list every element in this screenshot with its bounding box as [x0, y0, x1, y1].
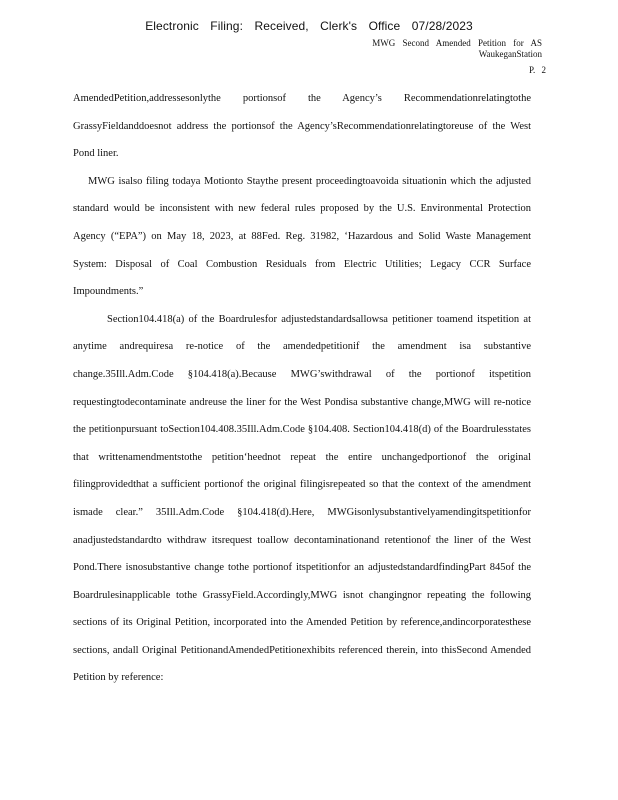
- electronic-filing-stamp: Electronic Filing: Received, Clerk's Office 07/28/2023: [145, 19, 473, 33]
- running-header-title: MWG Second Amended Petition for AS: [372, 38, 542, 48]
- running-header-station: WaukeganStation: [478, 49, 542, 59]
- page-number: P. 2: [528, 65, 546, 75]
- paragraph-continuation: AmendedPetition,addressesonlythe portionsof the Agency’s Recommendationrelatingtothe GrassyFieldanddoesnot address the portionsof the Agency’sRecommendationrelatingtoreuse of the West Pond liner.: [73, 93, 531, 160]
- document-body: [73, 85, 531, 692]
- paragraph-amendment-rules: Section104.418(a) of the Boardrulesfor adjustedstandardsallowsa petitioner toamend itspetition at anytime andrequiresa re-notice of the amendedpetitionif the amendment isa substantive change.35Ill.Adm.Code §104.418(a).Because MWG’swithdrawal of the portionof itspetition requestingtodecontaminate andreuse the liner for the West Pondisa substantive change,MWG will re-notice the petitionpursuant toSection104.408.35Ill.Adm.Code §104.408. Section104.418(d) of the Boardrulesstates that writtenamendmentstothe petition‘heednot repeat the entire unchangedportionof the original filingprovidedthat a sufficient portionof the original filingisrepeated so that the context of the amendment ismade clear.” 35Ill.Adm.Code §104.418(d).Here, MWGisonlysubstantivelyamendingitspetitionfor anadjustedstandardto withdraw itsrequest toallow decontaminationand retentionof the liner of the West Pond.There isnosubstantive change tothe portionof itspetitionfor an adjustedstandardfindingPart 845of the Boardrulesinapplicable tothe GrassyField.Accordingly,MWG isnot changingnor repeating the following sections of its Original Petition, incorporated into the Amended Petition by reference,andincorporatesthese sections, andall Original PetitionandAmendedPetitionexhibits referenced therein, into thisSecond Amended Petition by reference:: [73, 313, 531, 684]
- paragraph-motion-to-stay: MWG isalso filing todaya Motionto Staythe present proceedingtoavoida situationin which the adjusted standard would be inconsistent with new federal rules proposed by the U.S. Environmental Protection Agency (“EPA”) on May 18, 2023, at 88Fed. Reg. 31982, ‘Hazardous and Solid Waste Management System: Disposal of Coal Combustion Residuals from Electric Utilities; Legacy CCR Surface Impoundments.”: [73, 175, 531, 298]
- running-header: [242, 38, 546, 76]
